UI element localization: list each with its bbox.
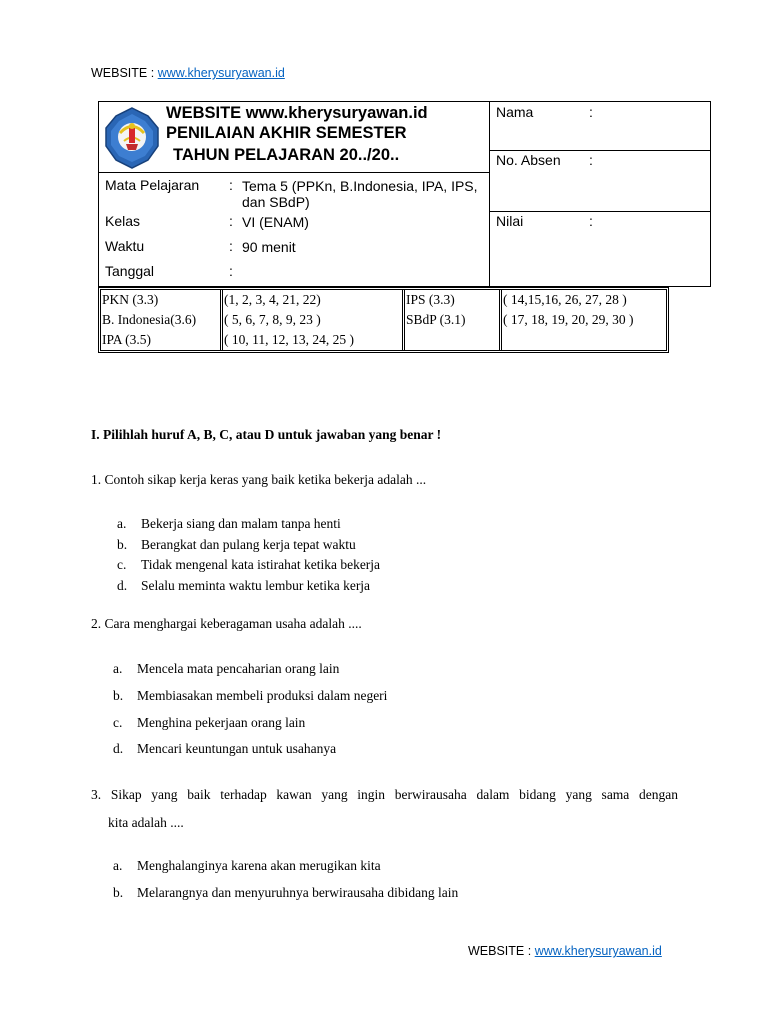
score-field[interactable]	[490, 212, 710, 286]
option-letter: d.	[117, 578, 128, 593]
question-1-option-b[interactable]	[117, 537, 356, 553]
option-letter: b.	[113, 885, 124, 900]
option-letter: c.	[117, 557, 127, 572]
option-text: Berangkat dan pulang kerja tepat waktu	[141, 537, 356, 552]
map-subject-ips: IPS (3.3)	[406, 292, 455, 307]
map-numbers-ipa: ( 10, 11, 12, 13, 24, 25 )	[224, 332, 354, 347]
map-numbers-pkn: (1, 2, 3, 4, 21, 22)	[224, 292, 321, 307]
option-letter: d.	[113, 741, 124, 756]
subject-question-map	[98, 287, 669, 353]
option-text: Mencela mata pencaharian orang lain	[137, 661, 340, 676]
option-text: Menghina pekerjaan orang lain	[137, 715, 306, 730]
exam-title-area	[99, 102, 489, 173]
question-1-option-c[interactable]	[117, 557, 380, 573]
option-text: Tidak mengenal kata istirahat ketika bekerja	[141, 557, 381, 572]
info-label-subject: Mata Pelajaran	[105, 177, 200, 193]
option-letter: a.	[113, 858, 123, 873]
info-label-date: Tanggal	[105, 263, 155, 279]
map-subject-pkn: PKN (3.3)	[102, 292, 159, 307]
footer-website	[468, 944, 662, 958]
name-field-label: Nama	[496, 104, 534, 120]
question-3-option-b[interactable]	[113, 885, 458, 901]
tut-wuri-handayani-logo	[102, 106, 162, 170]
question-1-option-d[interactable]	[117, 578, 370, 594]
question-2-option-c[interactable]	[113, 715, 305, 731]
info-value-time: 90 menit	[242, 239, 296, 255]
question-2-option-b[interactable]	[113, 688, 387, 704]
option-text: Melarangnya dan menyuruhnya berwirausaha dibidang lain	[137, 885, 459, 900]
option-text: Menghalanginya karena akan merugikan kita	[137, 858, 381, 873]
absent-number-field[interactable]	[490, 151, 710, 212]
map-numbers-bindo: ( 5, 6, 7, 8, 9, 23 )	[224, 312, 321, 327]
header-website-link[interactable]: www.kherysuryawan.id	[157, 66, 285, 80]
option-letter: a.	[113, 661, 123, 676]
option-text: Bekerja siang dan malam tanpa henti	[141, 516, 341, 531]
question-1-option-a[interactable]	[117, 516, 341, 532]
option-letter: c.	[113, 715, 123, 730]
exam-header-left	[99, 102, 490, 286]
map-numbers-sbdp: ( 17, 18, 19, 20, 29, 30 )	[503, 312, 634, 327]
option-letter: b.	[113, 688, 124, 703]
option-text: Selalu meminta waktu lembur ketika kerja	[141, 578, 371, 593]
question-2-option-a[interactable]	[113, 661, 339, 677]
map-col-subject-a	[101, 290, 220, 350]
option-letter: b.	[117, 537, 128, 552]
map-col-subject-b	[402, 290, 499, 350]
question-1-text: 1. Contoh sikap kerja keras yang baik ketika bekerja adalah ...	[91, 472, 427, 487]
info-label-class: Kelas	[105, 213, 141, 229]
info-colon: :	[229, 213, 233, 229]
question-3-text-line2: kita adalah ....	[108, 815, 184, 830]
footer-website-link[interactable]: www.kherysuryawan.id	[534, 944, 662, 958]
info-colon: :	[229, 238, 233, 254]
map-col-numbers-b	[499, 290, 666, 350]
question-2-text: 2. Cara menghargai keberagaman usaha adalah ....	[91, 616, 362, 631]
info-label-time: Waktu	[105, 238, 145, 254]
map-subject-sbdp: SBdP (3.1)	[406, 312, 466, 327]
exam-header-box	[98, 101, 711, 287]
name-field-colon: :	[589, 104, 593, 120]
score-label: Nilai	[496, 213, 524, 229]
map-col-numbers-a	[220, 290, 402, 350]
instruction-heading: I. Pilihlah huruf A, B, C, atau D untuk jawaban yang benar !	[91, 427, 442, 442]
absent-number-colon: :	[589, 152, 593, 168]
info-colon: :	[229, 177, 233, 193]
map-numbers-ips: ( 14,15,16, 26, 27, 28 )	[503, 292, 627, 307]
header-website-label: WEBSITE :	[91, 66, 158, 80]
option-text: Membiasakan membeli produksi dalam negeri	[137, 688, 388, 703]
exam-title-year: TAHUN PELAJARAN 20../20..	[173, 146, 400, 164]
header-website	[91, 66, 285, 80]
name-field[interactable]	[490, 102, 710, 151]
info-value-subject: Tema 5 (PPKn, B.Indonesia, IPA, IPS, dan SBdP)	[242, 178, 478, 210]
option-letter: a.	[117, 516, 127, 531]
info-colon: :	[229, 263, 233, 279]
question-3-text-line1: 3. Sikap yang baik terhadap kawan yang ingin berwirausaha dalam bidang yang sama dengan	[91, 787, 678, 802]
option-text: Mencari keuntungan untuk usahanya	[137, 741, 337, 756]
exam-title-name: PENILAIAN AKHIR SEMESTER	[166, 124, 407, 142]
footer-website-label: WEBSITE :	[468, 944, 535, 958]
absent-number-label: No. Absen	[496, 152, 561, 168]
question-3-option-a[interactable]	[113, 858, 381, 874]
exam-title-website: WEBSITE www.kherysuryawan.id	[166, 104, 428, 122]
info-value-class: VI (ENAM)	[242, 214, 309, 230]
map-subject-ipa: IPA (3.5)	[102, 332, 152, 347]
question-2-option-d[interactable]	[113, 741, 336, 757]
score-colon: :	[589, 213, 593, 229]
map-subject-bindo: B. Indonesia(3.6)	[102, 312, 197, 327]
